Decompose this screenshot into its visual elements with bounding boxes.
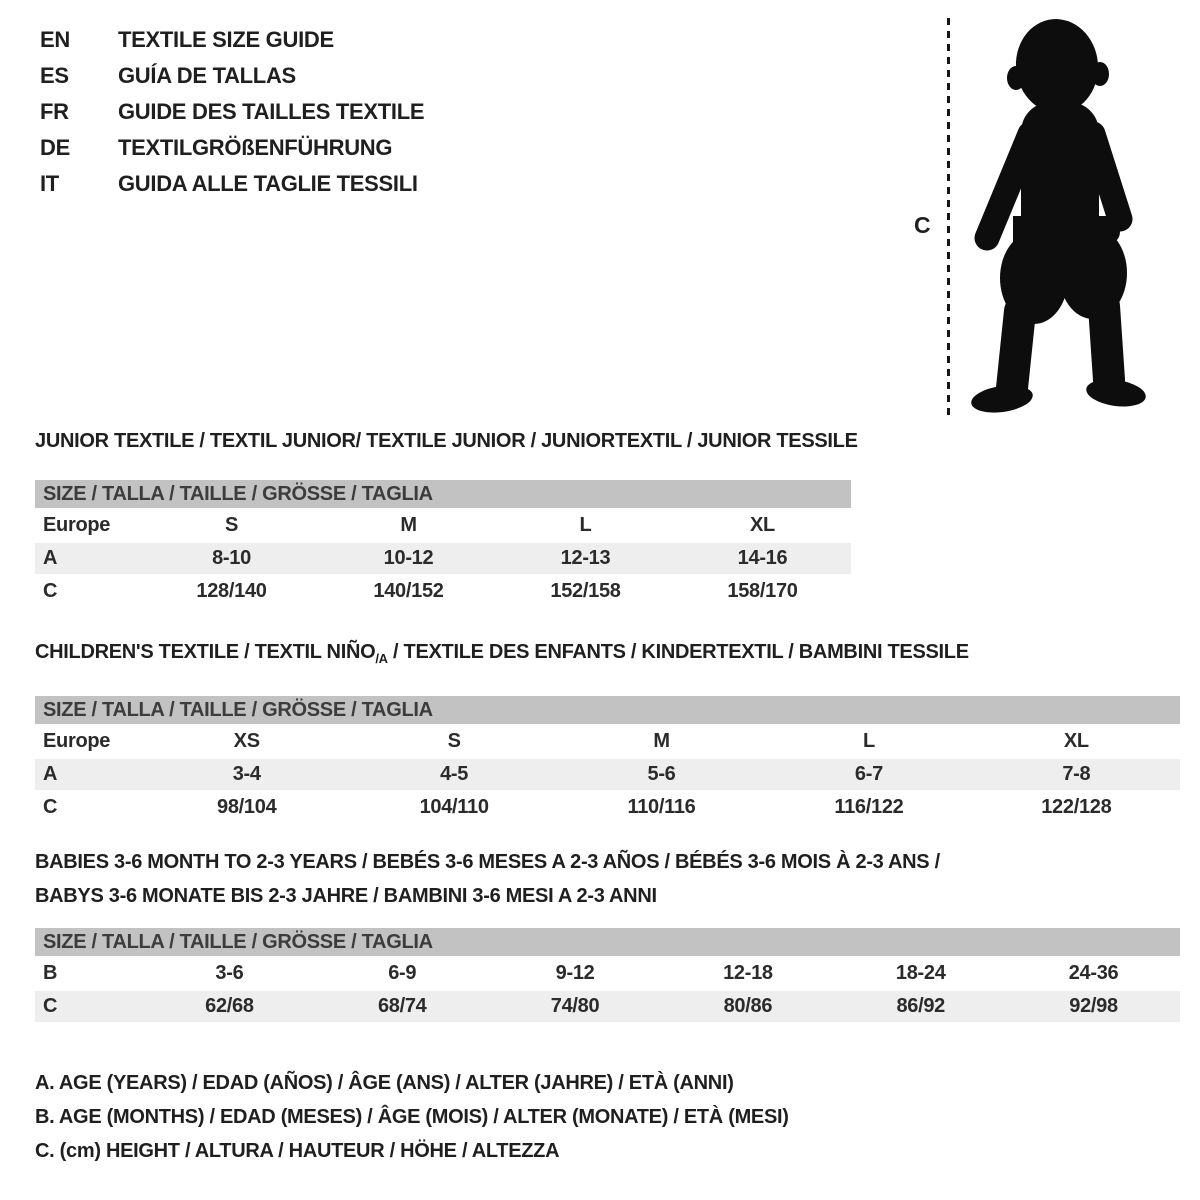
size-cell: XS: [233, 730, 260, 752]
language-row: [40, 58, 424, 94]
row-label: C: [43, 580, 58, 602]
height-cell: 116/122: [834, 796, 904, 818]
size-cell: S: [447, 730, 461, 752]
height-cell: 74/80: [550, 995, 600, 1017]
size-cell: M: [400, 514, 417, 536]
months-cell: 6-9: [388, 962, 417, 984]
months-cell: 24-36: [1068, 962, 1119, 984]
age-cell: 8-10: [212, 547, 251, 569]
table-row-height: [35, 790, 1180, 823]
footnote-age-months: B. AGE (MONTHS) / EDAD (MESES) / ÂGE (MOIS) / ALTER (MONATE) / ETÀ (MESI): [35, 1106, 789, 1128]
age-cell: 6-7: [854, 763, 883, 785]
height-cell: 140/152: [373, 580, 444, 602]
height-cell: 152/158: [550, 580, 621, 602]
size-header-bar: SIZE / TALLA / TAILLE / GRÖSSE / TAGLIA: [35, 696, 1180, 724]
legend-footnotes: [35, 1066, 1135, 1168]
footnote-age-years: A. AGE (YEARS) / EDAD (AÑOS) / ÂGE (ANS) / ALTER (JAHRE) / ETÀ (ANNI): [35, 1072, 734, 1094]
row-label: A: [43, 547, 58, 569]
language-code: ES: [40, 63, 69, 88]
toddler-silhouette-icon: [957, 16, 1152, 416]
row-label: A: [43, 763, 58, 785]
months-cell: 9-12: [555, 962, 595, 984]
language-title: TEXTILGRÖßENFÜHRUNG: [118, 135, 393, 160]
footnote-height-cm: C. (cm) HEIGHT / ALTURA / HAUTEUR / HÖHE / ALTEZZA: [35, 1140, 560, 1162]
language-code: IT: [40, 171, 59, 196]
language-row: [40, 130, 424, 166]
height-cell: 128/140: [196, 580, 267, 602]
height-measure-dashed-line: [947, 18, 950, 416]
language-title: TEXTILE SIZE GUIDE: [118, 27, 334, 52]
children-title-prefix: CHILDREN'S TEXTILE / TEXTIL NIÑO: [35, 641, 376, 663]
language-title-list: [40, 22, 424, 202]
babies-textile-section: [35, 845, 1180, 1022]
children-textile-section: [35, 640, 1180, 823]
height-cell: 158/170: [727, 580, 798, 602]
babies-section-title-line2: BABYS 3-6 MONATE BIS 2-3 JAHRE / BAMBINI 3-6 MESI A 2-3 ANNI: [35, 885, 657, 907]
size-cell: M: [653, 730, 670, 752]
row-label: B: [43, 962, 58, 984]
height-measure-label: C: [914, 212, 931, 238]
table-row-age: [35, 541, 851, 574]
age-cell: 5-6: [647, 763, 676, 785]
language-code: DE: [40, 135, 70, 160]
height-cell: 122/128: [1041, 796, 1112, 818]
babies-section-title-line1: BABIES 3-6 MONTH TO 2-3 YEARS / BEBÉS 3-6 MESES A 2-3 AÑOS / BÉBÉS 3-6 MOIS À 2-3 ANS /: [35, 851, 940, 873]
size-cell: S: [224, 514, 239, 536]
language-title: GUIDA ALLE TAGLIE TESSILI: [118, 171, 418, 196]
age-cell: 4-5: [440, 763, 469, 785]
age-cell: 14-16: [737, 547, 788, 569]
children-title-sub: /A: [375, 651, 388, 666]
language-title: GUÍA DE TALLAS: [118, 63, 296, 88]
language-row: [40, 94, 424, 130]
months-cell: 3-6: [215, 962, 244, 984]
height-cell: 104/110: [419, 796, 489, 818]
size-cell: XL: [1063, 730, 1089, 752]
children-section-title: [35, 640, 1180, 671]
age-cell: 3-4: [232, 763, 261, 785]
height-cell: 86/92: [896, 995, 945, 1017]
table-row-height: [35, 989, 1180, 1022]
table-row-months: [35, 956, 1180, 989]
table-row-age: [35, 757, 1180, 790]
language-code: FR: [40, 99, 69, 124]
table-row-europe: [35, 508, 851, 541]
age-cell: 7-8: [1062, 763, 1091, 785]
table-row-height: [35, 574, 851, 607]
height-cell: 62/68: [205, 995, 254, 1017]
age-cell: 12-13: [560, 547, 611, 569]
height-cell: 98/104: [217, 796, 277, 818]
height-cell: 68/74: [377, 995, 427, 1017]
language-code: EN: [40, 27, 70, 52]
size-cell: L: [862, 730, 875, 752]
language-row: [40, 166, 424, 202]
size-header-bar: SIZE / TALLA / TAILLE / GRÖSSE / TAGLIA: [35, 928, 1180, 956]
table-row-europe: [35, 724, 1180, 757]
language-row: [40, 22, 424, 58]
size-header-bar: SIZE / TALLA / TAILLE / GRÖSSE / TAGLIA: [35, 480, 851, 508]
size-cell: XL: [750, 514, 775, 536]
months-cell: 12-18: [723, 962, 773, 984]
height-cell: 92/98: [1069, 995, 1118, 1017]
junior-section-title: JUNIOR TEXTILE / TEXTIL JUNIOR/ TEXTILE JUNIOR / JUNIORTEXTIL / JUNIOR TESSILE: [35, 430, 858, 452]
age-cell: 10-12: [383, 547, 434, 569]
months-cell: 18-24: [895, 962, 946, 984]
height-cell: 80/86: [723, 995, 773, 1017]
row-label: Europe: [43, 514, 111, 536]
row-label: Europe: [43, 730, 111, 752]
height-cell: 110/116: [627, 796, 696, 818]
children-title-suffix: / TEXTILE DES ENFANTS / KINDERTEXTIL / BAMBINI TESSILE: [387, 641, 969, 663]
size-cell: L: [579, 514, 592, 536]
language-title: GUIDE DES TAILLES TEXTILE: [118, 99, 425, 124]
row-label: C: [43, 995, 58, 1017]
row-label: C: [43, 796, 58, 818]
junior-textile-section: [35, 429, 858, 607]
